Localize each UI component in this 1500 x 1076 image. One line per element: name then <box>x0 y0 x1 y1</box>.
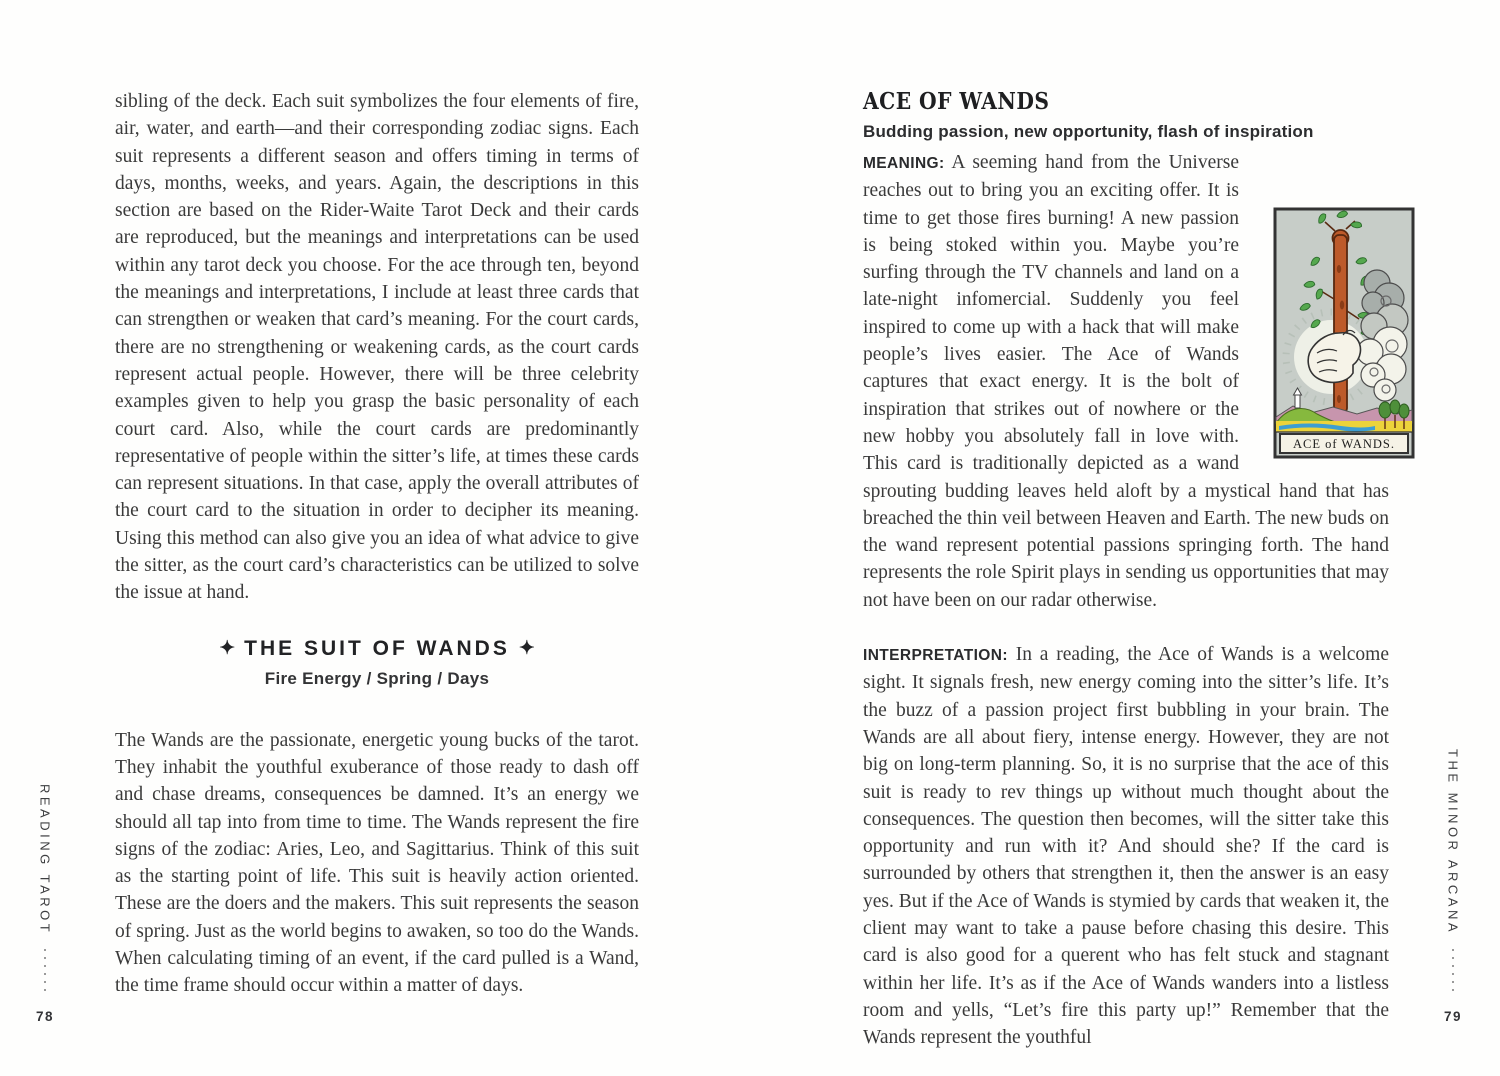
left-page-margin <box>28 784 62 1024</box>
right-page-column <box>863 88 1396 1052</box>
interpretation-text: In a reading, the Ace of Wands is a welcome sight. It signals fresh, new energy coming into the sitter’s life. It’s the buzz of a passion project first bubbling in your brain. The Wands are all about fiery, intense energy. However, they are not big on long-term planning. So, it is no surprise that the ace of this suit is ready to rev things up without much thought about the consequences. The question then becomes, will the sitter take this opportunity and run with it? And should she? If the card is surrounded by others that strengthen it, then the answer is an easy yes. But if the Ace of Wands is stymied by cards that weaken it, the client may want to take a pause before chasing this desire. This card is also good for a querent who has felt stuck and stagnant within her life. It’s as if the Ace of Wands wanders into a listless room and yells, “Let’s fire this party up!” Remember that the Wands represent the youthful <box>863 644 1389 1049</box>
ace-of-wands-card-illustration <box>1273 207 1415 459</box>
meaning-text: A seeming hand from the Universe reaches out to bring you an exciting offer. It is time to get those fires burning! A new passion is being stoked within you. Maybe you’re surfing through the TV channels and land on a late-night infomercial. Suddenly you feel inspired to come up with a hack that will make people’s lives easier. The Ace of Wands captures that exact energy. It is the bolt of inspiration that strikes out of nowhere or the new hobby you absolutely fall in love with. This card is traditionally depicted as a wand sprouting budding leaves held aloft by a mystical hand that has breached the thin veil between Heaven and Earth. The new buds on the wand represent potential passions springing forth. The hand represents the role Spirit plays in sending us opportunities that may not have been on our radar otherwise. <box>863 152 1389 611</box>
wand-icon <box>1333 230 1349 413</box>
meaning-paragraph <box>863 149 1396 614</box>
left-dotted-divider <box>44 949 46 995</box>
left-page-column <box>115 88 639 1000</box>
right-page-margin <box>1436 749 1470 1024</box>
castle-tower <box>1295 395 1300 408</box>
meaning-label: MEANING: <box>863 155 945 172</box>
ace-of-wands-subtitle: Budding passion, new opportunity, flash of inspiration <box>863 122 1314 141</box>
interpretation-paragraph <box>863 641 1389 1051</box>
card-caption-text: ACE of WANDS. <box>1292 437 1396 451</box>
left-running-header: READING TAROT <box>37 783 53 935</box>
ace-of-wands-heading: ACE OF WANDS <box>863 88 1050 115</box>
right-dotted-divider <box>1452 949 1454 995</box>
right-page-number: 79 <box>1443 1009 1463 1024</box>
left-paragraph-1: sibling of the deck. Each suit symbolizes the four elements of fire, air, water, and earth—and their corresponding zodiac signs. Each suit represents a different season and offers timing in terms of days, months, weeks, and years. Again, the descriptions in this section are based on the Rider-Waite Tarot Deck and their cards are reproduced, but the meanings and interpretations can be used within any tarot deck you choose. For the ace through ten, beyond the meanings and interpretations, I include at least three cards that can strengthen or weaken that card’s meaning. For the court cards, there are no strengthening or weakening cards, as the court cards represent actual people. However, there will be three celebrity examples given to help you grasp the basic personality of each court card. Also, while the court cards are predominantly representative of people within the sitter’s life, at times these cards can represent situations. In that case, apply the overall attributes of the court card to the situation in order to decipher its meaning. Using this method can also give you an idea of what advice to give the sitter, as the court card’s characteristics can be utilized to solve the issue at hand. <box>115 91 639 604</box>
tarot-card-svg <box>1273 207 1415 459</box>
interpretation-label: INTERPRETATION: <box>863 647 1008 665</box>
suit-of-wands-heading-text: THE SUIT OF WANDS <box>244 636 510 660</box>
left-page-number: 78 <box>35 1009 55 1024</box>
right-running-header: THE MINOR ARCANA <box>1445 748 1461 935</box>
four-pointed-star-icon: ✦ <box>518 637 535 659</box>
suit-of-wands-subtitle: Fire Energy / Spring / Days <box>264 668 490 688</box>
four-pointed-star-icon: ✦ <box>219 637 236 659</box>
suit-of-wands-heading <box>115 637 639 661</box>
left-paragraph-2: The Wands are the passionate, energetic young bucks of the tarot. They inhabit the youthful exuberance of those ready to dash off and chase dreams, consequences be damned. It’s an energy we should all tap into from time to time. The Wands represent the fire signs of the zodiac: Aries, Leo, and Sagittarius. Think of this suit as the starting point of life. This suit is heavily action oriented. These are the doers and the makers. This suit represents the season of spring. Just as the world begins to awaken, so too do the Wands. When calculating timing of an event, if the card pulled is a Wand, the time frame should occur within a matter of days. <box>115 729 639 997</box>
